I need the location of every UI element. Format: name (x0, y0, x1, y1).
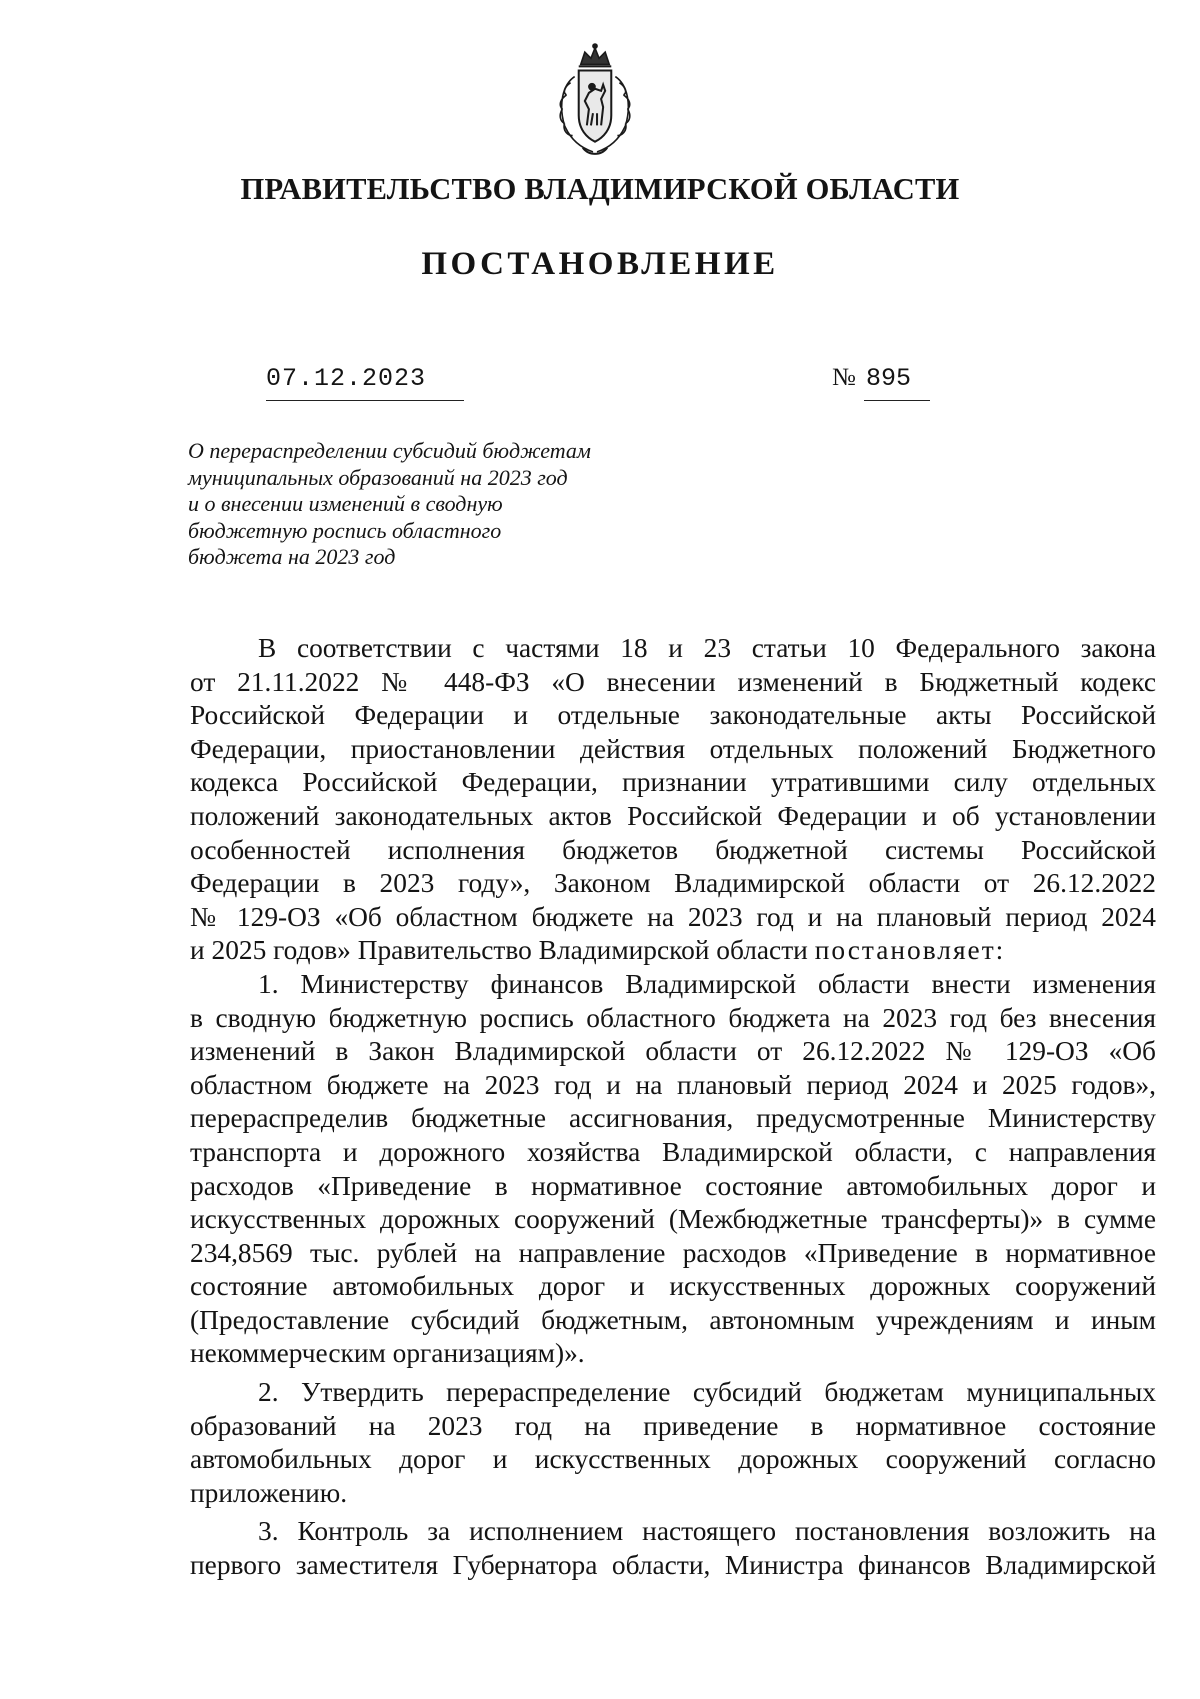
text-line: в сводную бюджетную роспись областного бюджета на 2023 год без внесения (190, 1002, 1156, 1033)
text-line-last: приложению. (190, 1477, 348, 1508)
document-subject (188, 438, 591, 571)
item-paragraph (190, 1515, 1156, 1582)
text-line: № 129-ОЗ «Об областном бюджете на 2023 год и на плановый период 2024 (190, 901, 1156, 932)
organization-name: ПРАВИТЕЛЬСТВО ВЛАДИМИРСКОЙ ОБЛАСТИ (240, 172, 960, 206)
text-line: 1. Министерству финансов Владимирской области внести изменения (258, 968, 1156, 999)
text-line: от 21.11.2022 № 448-ФЗ «О внесении изменений в Бюджетный кодекс (190, 666, 1156, 697)
item-paragraph (190, 1376, 1156, 1510)
subject-line: бюджетную роспись областного (188, 517, 502, 543)
document-type-title: ПОСТАНОВЛЕНИЕ (421, 246, 779, 282)
text-line: транспорта и дорожного хозяйства Владимирской области, с направления (190, 1136, 1156, 1167)
subject-line: О перераспределении субсидий бюджетам (188, 438, 591, 463)
text-line: Российской Федерации и отдельные законодательные акты Российской (190, 700, 1156, 731)
coat-of-arms-icon (544, 42, 646, 160)
number-sign: № (832, 364, 856, 391)
date-underline (266, 400, 464, 401)
text-line: автомобильных дорог и искусственных дорожных сооружений согласно (190, 1444, 1156, 1475)
text-line: первого заместителя Губернатора области, Министра финансов Владимирской (190, 1550, 1156, 1581)
text-line: (Предоставление субсидий бюджетным, автономным учреждениям и иным (190, 1304, 1156, 1335)
decree-word: постановляет: (814, 935, 1006, 966)
text-line: расходов «Приведение в нормативное состояние автомобильных дорог и (190, 1170, 1156, 1201)
text-line: искусственных дорожных сооружений (Межбюджетные трансферты)» в сумме (190, 1204, 1156, 1235)
text-line: кодекса Российской Федерации, признании утратившими силу отдельных (190, 767, 1156, 798)
text-line: 234,8569 тыс. рублей на направление расходов «Приведение в нормативное (190, 1237, 1156, 1268)
text-line: областном бюджете на 2023 год и на плановый период 2024 и 2025 годов», (190, 1069, 1156, 1100)
text-line-last: некоммерческим организациям)». (190, 1338, 585, 1369)
text-line: перераспределив бюджетные ассигнования, предусмотренные Министерству (190, 1103, 1156, 1134)
preamble-paragraph (190, 632, 1156, 968)
item-paragraph (190, 968, 1156, 1371)
subject-line: и о внесении изменений в сводную (188, 491, 503, 516)
text-line: Федерации в 2023 году», Законом Владимирской области от 26.12.2022 (190, 868, 1156, 899)
text-line: изменений в Закон Владимирской области от 26.12.2022 № 129-ОЗ «Об (190, 1036, 1156, 1067)
text-line: образований на 2023 год на приведение в нормативное состояние (190, 1410, 1156, 1441)
subject-line: бюджета на 2023 год (188, 544, 396, 569)
text-line: Федерации, приостановлении действия отдельных положений Бюджетного (190, 733, 1156, 764)
text-line: положений законодательных актов Российской Федерации и об установлении (190, 800, 1156, 831)
document-body (190, 632, 1156, 1583)
text-line: 2. Утвердить перераспределение субсидий бюджетам муниципальных (258, 1377, 1156, 1408)
text-line-last (190, 934, 1156, 968)
preamble-closing-text: и 2025 годов» Правительство Владимирской области (190, 935, 808, 966)
document-number: 895 (866, 364, 912, 393)
subject-line: муниципальных образований на 2023 год (188, 464, 568, 490)
text-line: 3. Контроль за исполнением настоящего постановления возложить на (258, 1516, 1156, 1547)
text-line: особенностей исполнения бюджетов бюджетной системы Российской (190, 834, 1156, 865)
text-line: В соответствии с частями 18 и 23 статьи 10 Федерального закона (258, 633, 1156, 663)
number-underline (864, 400, 930, 401)
text-line: состояние автомобильных дорог и искусственных дорожных сооружений (190, 1271, 1156, 1302)
document-date: 07.12.2023 (266, 364, 427, 393)
